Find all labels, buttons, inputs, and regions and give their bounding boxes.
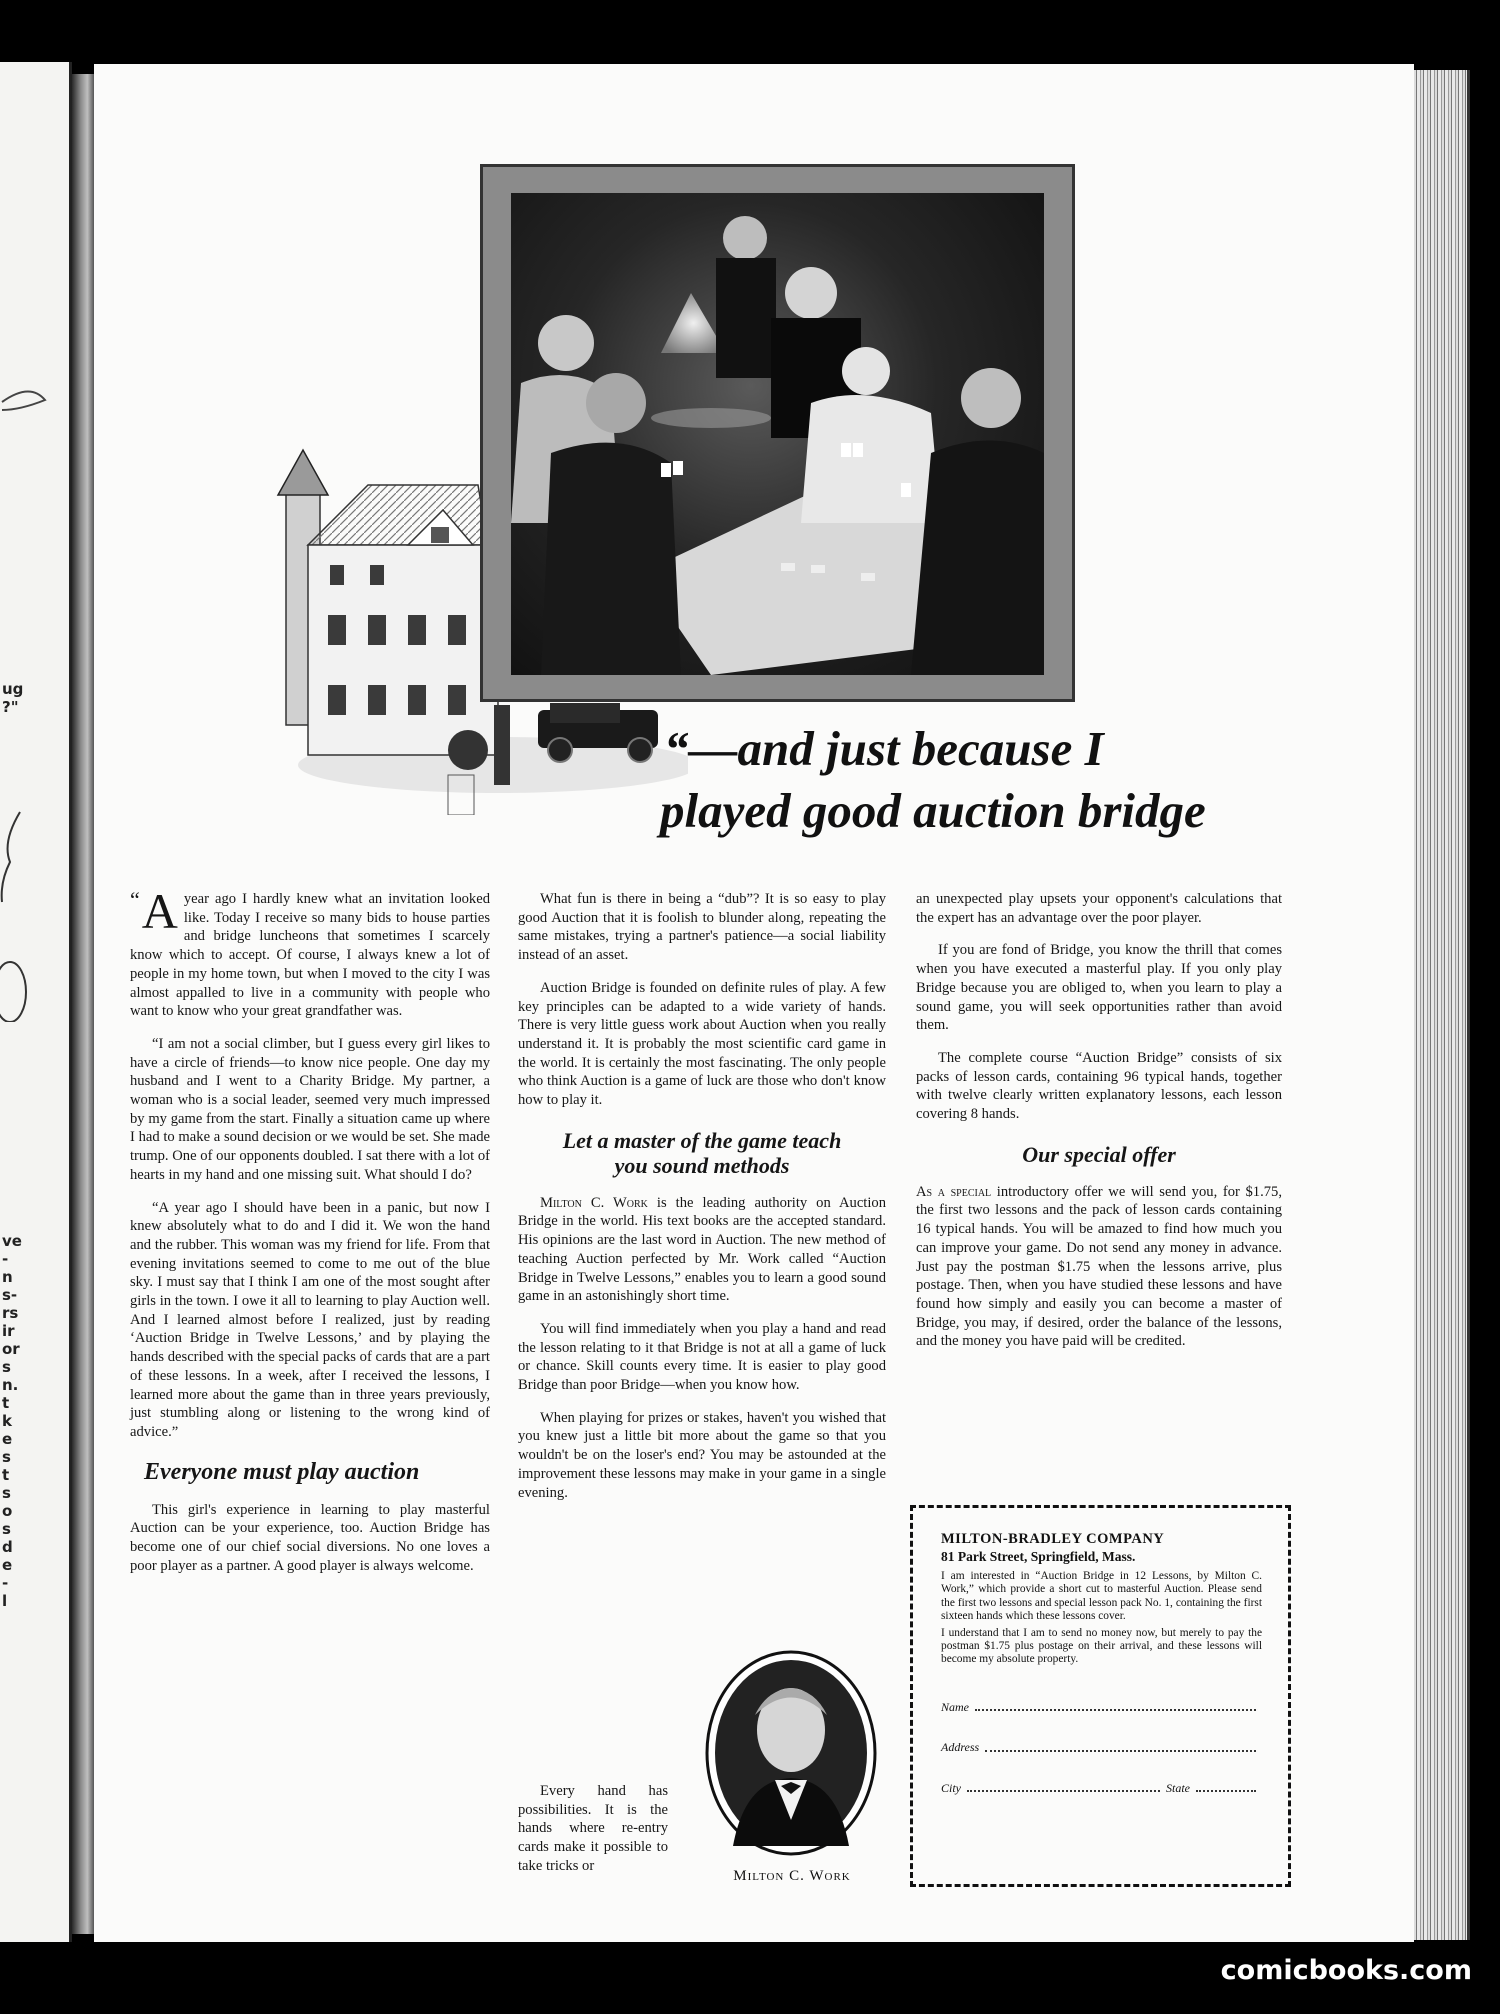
name-label: Name — [941, 1699, 969, 1714]
paragraph: Auction Bridge is founded on definite rules of play. A few key principles can be adapted to a wide variety of hands. There is very little guess work about Auction when you really understand it. It is probably the most scientific card game in the world. It is certainly the most fascinating. The only people who think Auction is a game of luck are those who don't know how to play it. — [518, 979, 886, 1109]
column-2 — [518, 890, 886, 1516]
paragraph: The complete course “Auction Bridge” consists of six packs of lesson cards, containing 96 typical hands, together with twelve clearly written explanatory lessons, each lesson covering 8 hands. — [916, 1049, 1282, 1123]
book-binding — [72, 74, 94, 1934]
city-label: City — [941, 1780, 961, 1795]
address-label: Address — [941, 1740, 980, 1755]
subhead-everyone-must-play: Everyone must play auction — [144, 1458, 420, 1485]
subhead-special-offer: Our special offer — [1022, 1141, 1176, 1167]
paragraph: What fun is there in being a “dub”? It is so easy to play good Auction that it is foolish to blunder along, repeating the same mistakes, trying a partner's patience—a social liability instead of an asset. — [518, 891, 886, 964]
open-quote: “ — [130, 887, 140, 912]
paragraph: You will find immediately when you play a hand and read the lesson relating to it that Bridge is not at all a game of luck or chance. Skill counts every time. It is easier to play good Bridge than poor Bridge—when you know how. — [518, 1320, 886, 1394]
subhead-master-teach — [518, 1128, 886, 1178]
name-field[interactable] — [941, 1701, 1262, 1714]
paragraph: “I am not a social climber, but I guess every girl likes to have a circle of friends—to know nice people. One day my husband and I went to a Charity Bridge. My partner, a woman who is a social leader, seemed very much impressed by my game from the start. Finally a situation came up where I had to make a sound decision or we would be set. She made trump. One of our opponents doubled. I sat there with a lot of hearts in my hand and one missing suit. What should I do? — [130, 1035, 490, 1183]
paragraph — [130, 883, 490, 1021]
left-page-scribble-icon — [0, 362, 70, 442]
left-page-ornament-icon — [0, 802, 70, 1022]
headline-line-2: played good auction bridge — [660, 783, 1206, 838]
paragraph-text: When playing for prizes or stakes, haven't you wished that you knew just a little bit more about the game so that you wouldn't be on the loser's end? You may be astounded at the improvement these lessons may make in your game in a single evening. — [518, 1409, 886, 1501]
coupon-company: MILTON-BRADLEY COMPANY — [941, 1531, 1165, 1547]
coupon-text: I understand that I am to send no money now, but merely to pay the postman $1.75 plus postage on their arrival, and these lessons will become my absolute property. — [941, 1626, 1262, 1666]
portrait-caption: Milton C. Work — [733, 1868, 851, 1884]
offer-lead: As a special — [916, 1183, 992, 1200]
paragraph — [518, 1409, 886, 1503]
state-label: State — [1166, 1780, 1190, 1795]
left-facing-page — [0, 62, 72, 1942]
headline-line-1: “—and just because I — [664, 721, 1104, 776]
coupon-address: 81 Park Street, Springfield, Mass. — [941, 1549, 1136, 1564]
paragraph-text: introductory offer we will send you, for $1.75, the first two lessons and the pack of lesson cards containing 16 typical hands. You will be amazed to find how much you can improve your game. Do not send any money in advance. Just pay the postman $1.75 when the lessons arrive, plus postage. Then, when you have studied these lessons and have found how simply and easily you can become a master of Bridge, you may, if desired, order the balance of the lessons, and the money you have paid will be credited. — [916, 1183, 1282, 1350]
paragraph: Every hand has possibilities. It is the hands where re-entry cards make it possible to take tricks or — [518, 1783, 668, 1874]
watermark: comicbooks.com — [1220, 1955, 1472, 1986]
paragraph-text: is the leading authority on Auction Bridge in the world. His text books are the accepted standard. His opinions are the last word in Auction. The new method of teaching Auction perfected by Mr. Work called “Auction Bridge in Twelve Lessons,” enables you to learn a good sound game in an astonishingly short time. — [518, 1194, 886, 1305]
left-page-fragment-column: ve - n s- rs ir or s n. t k e s t s o s d e - l — [2, 1232, 22, 1610]
state-line[interactable] — [1196, 1790, 1256, 1792]
paragraph: This girl's experience in learning to play masterful Auction can be your experience, too. Auction Bridge has become one of our chief social diversions. No one loves a poor player as a partner. A good player is always welcome. — [130, 1501, 490, 1574]
left-page-fragment-top: ug ?" — [2, 680, 24, 716]
name-line[interactable] — [975, 1709, 1256, 1711]
address-field[interactable] — [941, 1741, 1262, 1754]
city-state-field[interactable] — [941, 1782, 1262, 1795]
paragraph: an unexpected play upsets your opponent's calculations that the expert has an advantage over the poor player. — [916, 891, 1282, 926]
order-coupon[interactable] — [910, 1505, 1291, 1887]
address-line[interactable] — [985, 1750, 1256, 1752]
drop-cap: A — [141, 883, 178, 939]
card-game-scene-icon — [511, 193, 1044, 675]
paragraph — [518, 1194, 886, 1306]
city-line[interactable] — [967, 1790, 1160, 1792]
author-name: Milton C. Work — [540, 1194, 648, 1211]
milton-work-portrait — [705, 1650, 877, 1856]
headline — [660, 718, 1300, 842]
subhead-line-2: you sound methods — [614, 1152, 790, 1178]
subhead-line-1: Let a master of the game teach — [562, 1127, 842, 1153]
bridge-players-painting — [511, 193, 1044, 675]
paragraph: “A year ago I should have been in a panic, but now I knew absolutely what to do and I did it. We won the hand and the rubber. This woman was my friend for life. From that evening invitations seemed to come to me out of the blue sky. I must say that I think I am one of the most sought after girls in the town. I owe it all to learning to play Auction well. And I learned almost before I realized, just by reading ‘Auction Bridge in Twelve Lessons,’ and by playing the hands described with the special packs of cards that are a part of these lessons. In a week, after I received the lessons, I learned more about the game than in three years previously, just stumbling along or listening to the wrong kind of advice.” — [130, 1199, 490, 1440]
painting-frame — [480, 164, 1075, 702]
column-3 — [916, 890, 1282, 1365]
page-edges — [1410, 70, 1470, 1940]
paragraph: If you are fond of Bridge, you know the thrill that comes when you have executed a masterful play. If you only play Bridge because you are obliged to, when you learn to play a sound game, you will seek opportunities rather than avoid them. — [916, 942, 1282, 1034]
column-2-narrow — [518, 1782, 668, 1890]
coupon-text: I am interested in “Auction Bridge in 12 Lessons, by Milton C. Work,” which provide a short cut to masterful Auction. Please send the first two lessons and special lesson pack No. 1, containing the first sixteen hands which these lessons cover. — [941, 1570, 1262, 1623]
intro-text: year ago I hardly knew what an invitation looked like. Today I receive so many bids to house parties and bridge luncheons that sometimes I scarcely know which to accept. Of course, I always knew a lot of people in my home town, but when I moved to the city I was almost appalled to live in a community with people who want to know who your great grandfather was. — [130, 891, 490, 1020]
paragraph — [916, 1183, 1282, 1351]
column-1 — [130, 883, 490, 1590]
